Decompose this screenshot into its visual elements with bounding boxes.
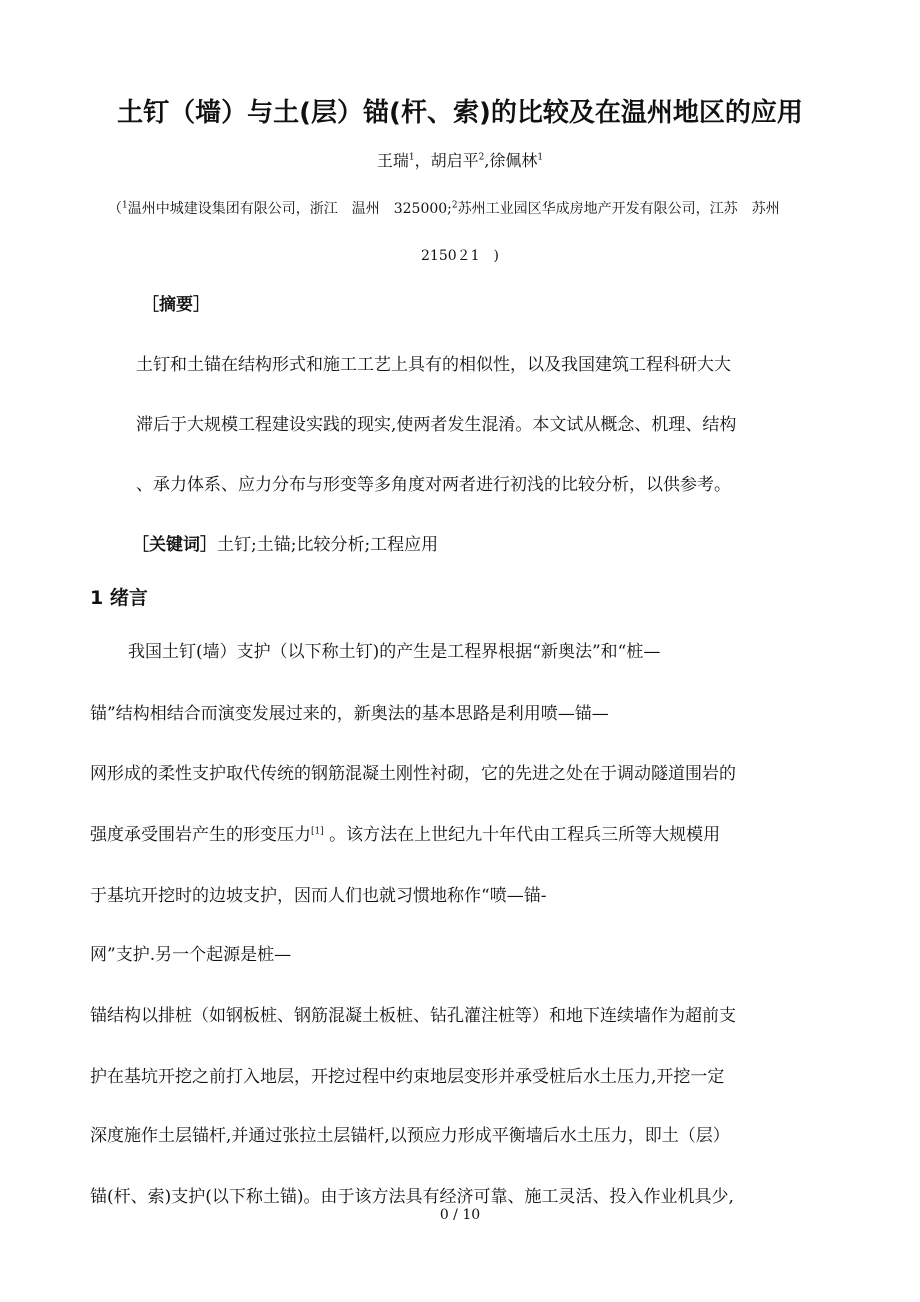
affiliation-text: 苏州工业园区华成房地产开发有限公司，江苏 苏州 xyxy=(457,201,780,217)
keywords-text: 土钉;土锚;比较分析;工程应用 xyxy=(217,535,439,555)
body-line: 护在基坑开挖之前打入地层，开挖过程中约束地层变形并承受桩后水土压力,开挖一定 xyxy=(90,1067,725,1087)
body-line: 深度施作土层锚杆,并通过张拉土层锚杆,以预应力形成平衡墙后水土压力，即土（层） xyxy=(90,1126,730,1146)
body-line xyxy=(90,820,720,845)
affiliation-line xyxy=(108,198,780,218)
body-line: 锚(杆、索)支护(以下称土锚)。由于该方法具有经济可靠、施工灵活、投入作业机具少, xyxy=(90,1187,734,1207)
affiliation-text: 温州中城建设集团有限公司，浙江 温州 325000; xyxy=(127,201,452,217)
abstract-line: 滞后于大规模工程建设实践的现实,使两者发生混淆。本文试从概念、机理、结构 xyxy=(136,415,737,435)
author-name: ，胡启平 xyxy=(414,151,479,170)
body-text: 该方法在上世纪九十年代由工程兵三所等大规模用 xyxy=(346,825,721,845)
abstract-line: 土钉和土锚在结构形式和施工工艺上具有的相似性，以及我国建筑工程科研大大 xyxy=(136,355,731,375)
page-number: 0 / 10 xyxy=(439,1207,481,1223)
body-text: 。 xyxy=(323,825,347,845)
paper-title: 土钉（墙）与土(层）锚(杆、索)的比较及在温州地区的应用 xyxy=(117,98,803,128)
abstract-heading: ［摘要］ xyxy=(142,295,210,315)
body-line: 于基坑开挖时的边坡支护，因而人们也就习惯地称作“喷—锚- xyxy=(90,886,547,906)
body-line: 网形成的柔性支护取代传统的钢筋混凝土刚性衬砌，它的先进之处在于调动隧道围岩的 xyxy=(90,764,736,784)
body-line: 网”支护.另一个起源是桩— xyxy=(90,945,292,965)
author-line xyxy=(0,148,920,171)
author-name: ,徐佩林 xyxy=(484,151,538,170)
abstract-line: 、承力体系、应力分布与形变等多角度对两者进行初浅的比较分析，以供参考。 xyxy=(136,475,731,495)
affiliation-marker: 2 xyxy=(478,152,485,163)
body-text: 强度承受围岩产生的形变压力 xyxy=(90,825,311,845)
affiliation-marker: 1 xyxy=(408,152,415,163)
section-heading: 1 绪言 xyxy=(90,587,148,609)
author-name: 王瑞 xyxy=(376,151,409,170)
affiliation-marker: 1 xyxy=(122,200,128,211)
affiliation-open-paren: （ xyxy=(108,201,122,217)
body-line: 锚结构以排桩（如钢板桩、钢筋混凝土板桩、钻孔灌注桩等）和地下连续墙作为超前支 xyxy=(90,1006,736,1026)
citation: [1] xyxy=(311,826,324,837)
affiliation-postcode: 2150２1 ) xyxy=(421,248,499,264)
body-line: 锚”结构相结合而演变发展过来的，新奥法的基本思路是利用喷—锚— xyxy=(90,704,609,724)
body-line: 我国土钉(墙）支护（以下称土钉)的产生是工程界根据“新奥法”和“桩— xyxy=(128,642,661,662)
affiliation-marker: 1 xyxy=(537,152,544,163)
keywords-label: ［关键词］ xyxy=(132,535,217,555)
keywords xyxy=(132,530,438,555)
affiliation-marker: 2 xyxy=(451,200,458,211)
